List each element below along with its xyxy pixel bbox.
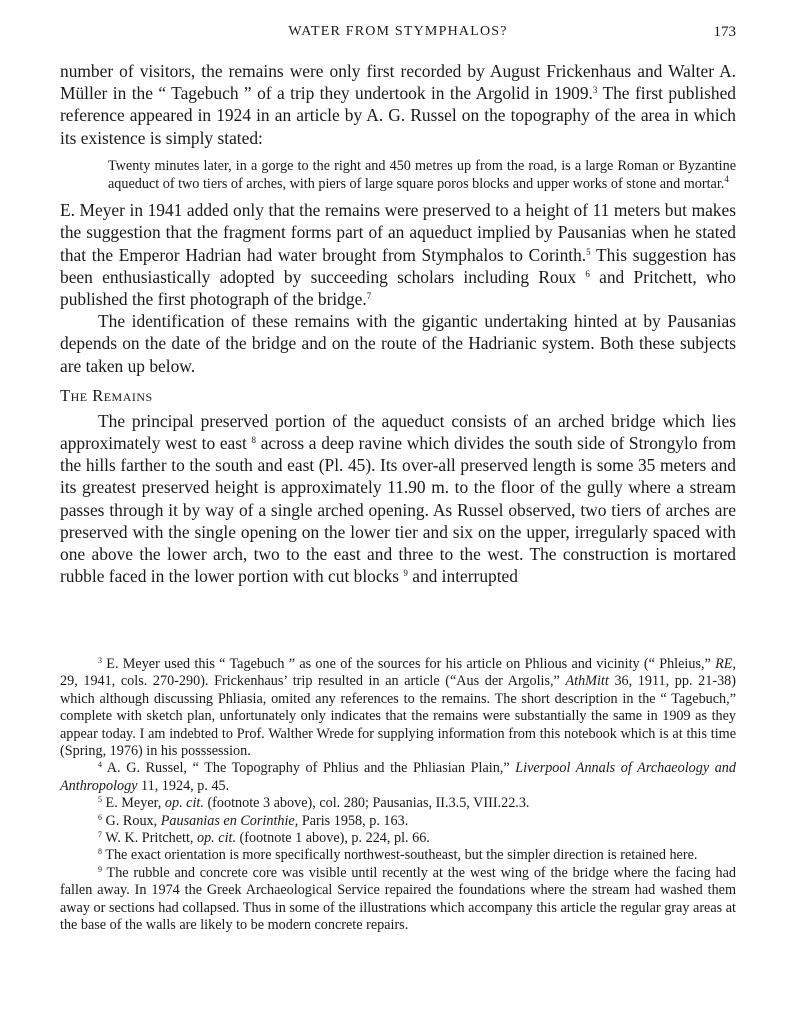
paragraph-4-text-b: across a deep ravine which divides the south side of Strongylo from the hills farther to the south and east (Pl. 45). Its over-all preserved length is some 35 meters and its greatest preserved height is approximately 11.90 m. to the floor of the gully where a stream passes through it by way of a single arched opening. As Russel observed, two tiers of arches are preserved with the single opening on the lower tier and six on the upper, irregularly spaced with one above the lower arch, two to the east and three to the west. The construction is mortared rubble faced in the lower portion with cut blocks (60, 433, 736, 587)
footnote-8-text: The exact orientation is more specifically northwest-southeast, but the simpler direction is retained here. (102, 847, 698, 864)
paragraph-4-text-a: The principal preserved portion of the aqueduct consists of an arched bridge which lies approximately west to east (60, 410, 736, 454)
paragraph-4 (60, 410, 736, 588)
footnote-5-italic-1: op. cit. (164, 795, 204, 812)
paragraph-1-text-a: number of visitors, the remains were only first recorded by August Frickenhaus and Walter A. Müller in the “ Tagebuch ” of a trip they undertook in the Argolid in 1909. (60, 61, 736, 104)
footnote-3-text-c: 36, 1911, pp. 21-38) which although discussing Phliasia, omited any references to the remains. The short description in the “ Tagebuch,” complete with sketch plan, unfortunately only indicates that the remains were substantially the same in 1909 as they appear today. I am indebted to Prof. Walther Wrede for supplying information from this notebook which is at this time (Spring, 1976) in his posssession. (60, 673, 736, 760)
footnote-9-text: The rubble and concrete core was visible until recently at the west wing of the bridge where the facing had fallen away. In 1974 the Greek Archaeological Service repaired the foundations where the stream had washed them away or sections had collapsed. Thus in some of the illustrations which accompany this article the regular gray areas at the base of the walls are likely to be modern concrete repairs. (60, 864, 736, 934)
paragraph-2 (60, 199, 736, 310)
paragraph-3: The identification of these remains with the gigantic undertaking hinted at by Pausanias depends on the date of the bridge and on the route of the Hadrianic system. Both these subjects are taken up below. (60, 311, 736, 376)
footnote-ref-3[interactable]: 3 (592, 85, 598, 96)
footnote-4-number: 4 (98, 760, 102, 770)
section-heading: The Remains (60, 385, 153, 405)
footnotes (60, 656, 736, 935)
footnote-7-number: 7 (98, 830, 102, 840)
footnote-6 (60, 813, 736, 830)
footnote-3-number: 3 (98, 656, 102, 665)
footnote-7 (60, 830, 736, 847)
footnote-3 (60, 656, 736, 760)
footnote-6-text-a: G. Roux, (102, 812, 161, 829)
footnote-7-text-a: W. K. Pritchett, (102, 830, 197, 847)
paragraph-1 (60, 60, 736, 149)
footnote-ref-4[interactable]: 4 (724, 174, 729, 185)
block-quote (108, 157, 736, 193)
paragraph-2-text-a: E. Meyer in 1941 added only that the remains were preserved to a height of 11 meters but makes the suggestion that the fragment forms part of an aqueduct implied by Pausanias when he stated that the Emperor Hadrian had water brought from Stymphalos to Corinth. (60, 200, 736, 265)
footnote-ref-5[interactable]: 5 (586, 246, 591, 257)
footnote-9 (60, 865, 736, 935)
footnote-3-text-b: 29, 1941, cols. 270-290). Frickenhaus’ trip resulted in an article (“Aus der Argolis,” (60, 673, 566, 690)
main-text (60, 60, 736, 587)
footnote-ref-7[interactable]: 7 (366, 291, 372, 302)
footnote-7-text-b: (footnote 1 above), p. 224, pl. 66. (236, 830, 430, 847)
footnote-4-italic-1: Liverpool Annals of Archaeology and Anthropology (60, 760, 736, 794)
running-title: WATER FROM STYMPHALOS? (288, 24, 508, 39)
footnote-5-number: 5 (98, 795, 102, 805)
page-number: 173 (713, 24, 736, 40)
footnote-ref-9[interactable]: 9 (403, 568, 408, 579)
footnote-4-text-b: 11, 1924, p. 45. (137, 777, 230, 794)
footnote-4 (60, 760, 736, 795)
footnote-5 (60, 795, 736, 812)
footnote-4-text-a: A. G. Russel, “ The Topography of Phlius and the Phliasian Plain,” (102, 760, 516, 777)
footnote-3-text-a: E. Meyer used this “ Tagebuch ” as one of the sources for his article on Phlious and vicinity (“ Phleius,” (102, 656, 716, 672)
paragraph-2-text-b: This suggestion has been enthusiastically adopted by succeeding scholars including Roux (60, 244, 736, 287)
footnote-6-text-b: Paris 1958, p. 163. (298, 812, 409, 829)
footnote-9-number: 9 (98, 864, 102, 874)
paragraph-1-text-b: The first published reference appeared in 1924 in an article by A. G. Russel on the topography of the area in which its existence is simply stated: (60, 83, 737, 148)
footnote-6-number: 6 (98, 812, 102, 822)
footnote-ref-6[interactable]: 6 (585, 268, 590, 279)
footnote-8-number: 8 (98, 847, 102, 857)
footnote-7-italic-1: op. cit. (196, 830, 236, 847)
footnote-5-text-b: (footnote 3 above), col. 280; Pausanias, II.3.5, VIII.22.3. (203, 795, 530, 812)
paragraph-4-text-c: and interrupted (407, 566, 518, 587)
block-quote-text: Twenty minutes later, in a gorge to the right and 450 metres up from the road, is a large Roman or Byzantine aqueduct of two tiers of arches, with piers of large square poros blocks and upper works of stone and mortar. (108, 157, 736, 193)
running-header (60, 24, 736, 44)
paragraph-2-text-c: and Pritchett, who published the first photograph of the bridge. (60, 266, 737, 310)
footnote-6-italic-1: Pausanias en Corinthie, (160, 812, 299, 829)
footnote-3-italic-2: AthMitt (565, 673, 609, 690)
footnote-5-text-a: E. Meyer, (102, 795, 165, 812)
footnote-ref-8[interactable]: 8 (251, 435, 257, 446)
footnote-8 (60, 847, 736, 864)
footnote-3-italic-1: RE, (715, 656, 736, 672)
